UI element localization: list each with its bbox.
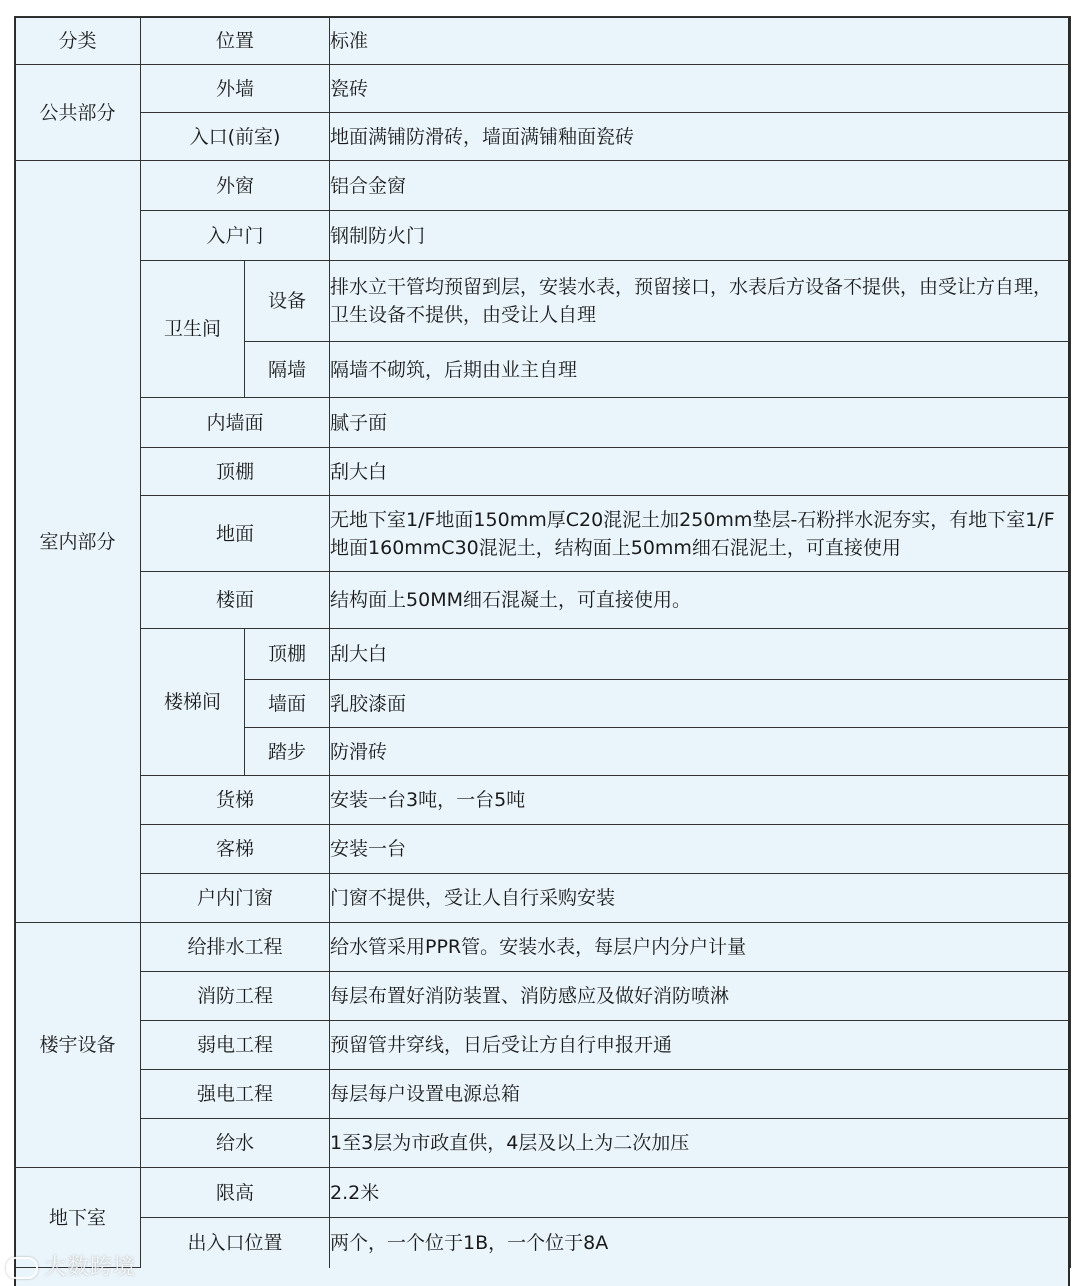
table-row bbox=[15, 1021, 1071, 1070]
location-cell: 给排水工程 bbox=[141, 923, 330, 972]
table-row bbox=[15, 261, 1071, 342]
table-row bbox=[15, 496, 1071, 572]
location-cell: 地面 bbox=[141, 496, 330, 572]
location-cell: 消防工程 bbox=[141, 972, 330, 1021]
location-cell: 货梯 bbox=[141, 776, 330, 825]
standard-cell: 刮大白 bbox=[330, 629, 1071, 680]
location-group-bathroom: 卫生间 bbox=[141, 261, 245, 398]
standard-cell: 瓷砖 bbox=[330, 65, 1071, 113]
table-row bbox=[15, 972, 1071, 1021]
location-cell: 强电工程 bbox=[141, 1070, 330, 1119]
location-cell: 外墙 bbox=[141, 65, 330, 113]
standard-cell: 门窗不提供，受让人自行采购安装 bbox=[330, 874, 1071, 923]
location-cell: 限高 bbox=[141, 1168, 330, 1218]
sublocation-cell: 墙面 bbox=[245, 680, 330, 728]
sublocation-cell: 隔墙 bbox=[245, 342, 330, 398]
table-row bbox=[15, 211, 1071, 261]
standard-cell: 每层每户设置电源总箱 bbox=[330, 1070, 1071, 1119]
category-indoor: 室内部分 bbox=[15, 161, 141, 923]
standard-cell: 腻子面 bbox=[330, 398, 1071, 448]
table-row bbox=[15, 398, 1071, 448]
location-cell: 弱电工程 bbox=[141, 1021, 330, 1070]
standard-cell: 预留管井穿线，日后受让方自行申报开通 bbox=[330, 1021, 1071, 1070]
standard-cell: 安装一台3吨，一台5吨 bbox=[330, 776, 1071, 825]
standard-cell: 隔墙不砌筑，后期由业主自理 bbox=[330, 342, 1071, 398]
table-row bbox=[15, 874, 1071, 923]
standard-cell: 刮大白 bbox=[330, 448, 1071, 496]
standard-cell: 防滑砖 bbox=[330, 728, 1071, 776]
standard-cell: 钢制防火门 bbox=[330, 211, 1071, 261]
location-cell: 楼面 bbox=[141, 572, 330, 629]
spec-table bbox=[14, 16, 1071, 1268]
table-row bbox=[15, 1218, 1071, 1268]
location-cell: 户内门窗 bbox=[141, 874, 330, 923]
standard-cell: 结构面上50MM细石混凝土，可直接使用。 bbox=[330, 572, 1071, 629]
table-row bbox=[15, 1119, 1071, 1168]
location-cell: 客梯 bbox=[141, 825, 330, 874]
location-cell: 入口(前室) bbox=[141, 113, 330, 161]
sublocation-cell: 踏步 bbox=[245, 728, 330, 776]
header-category: 分类 bbox=[15, 17, 141, 65]
location-cell: 给水 bbox=[141, 1119, 330, 1168]
table-row bbox=[15, 825, 1071, 874]
category-public: 公共部分 bbox=[15, 65, 141, 161]
location-group-stairwell: 楼梯间 bbox=[141, 629, 245, 776]
table-row bbox=[15, 113, 1071, 161]
table-row bbox=[15, 1070, 1071, 1119]
watermark bbox=[6, 1250, 136, 1281]
standard-cell: 安装一台 bbox=[330, 825, 1071, 874]
logo-icon bbox=[6, 1257, 38, 1279]
table-row bbox=[15, 629, 1071, 680]
standard-cell: 地面满铺防滑砖，墙面满铺釉面瓷砖 bbox=[330, 113, 1071, 161]
table-row bbox=[15, 448, 1071, 496]
table-row bbox=[15, 161, 1071, 211]
location-cell: 顶棚 bbox=[141, 448, 330, 496]
category-basement: 地下室 bbox=[15, 1168, 141, 1268]
standard-cell: 给水管采用PPR管。安装水表，每层户内分户计量 bbox=[330, 923, 1071, 972]
location-cell: 入户门 bbox=[141, 211, 330, 261]
location-cell: 外窗 bbox=[141, 161, 330, 211]
location-cell: 内墙面 bbox=[141, 398, 330, 448]
standard-cell: 每层布置好消防装置、消防感应及做好消防喷淋 bbox=[330, 972, 1071, 1021]
watermark-text: 大数跨境 bbox=[44, 1255, 137, 1280]
standard-cell: 无地下室1/F地面150mm厚C20混泥土加250mm垫层-石粉拌水泥夯实，有地下室1/F地面160mmC30混泥土，结构面上50mm细石混泥土，可直接使用 bbox=[330, 496, 1071, 572]
standard-cell: 两个，一个位于1B，一个位于8A bbox=[330, 1218, 1071, 1268]
table-row bbox=[15, 1168, 1071, 1218]
standard-cell: 1至3层为市政直供，4层及以上为二次加压 bbox=[330, 1119, 1071, 1168]
standard-cell: 铝合金窗 bbox=[330, 161, 1071, 211]
sublocation-cell: 设备 bbox=[245, 261, 330, 342]
location-cell: 出入口位置 bbox=[141, 1218, 330, 1268]
header-location: 位置 bbox=[141, 17, 330, 65]
sublocation-cell: 顶棚 bbox=[245, 629, 330, 680]
header-standard: 标准 bbox=[330, 17, 1071, 65]
table-row bbox=[15, 923, 1071, 972]
table-row bbox=[15, 776, 1071, 825]
table-row bbox=[15, 65, 1071, 113]
table-row bbox=[15, 572, 1071, 629]
category-building-equipment: 楼宇设备 bbox=[15, 923, 141, 1168]
header-row bbox=[15, 17, 1071, 65]
standard-cell: 排水立干管均预留到层，安装水表，预留接口，水表后方设备不提供，由受让方自理，卫生设备不提供，由受让人自理 bbox=[330, 261, 1071, 342]
standard-cell: 乳胶漆面 bbox=[330, 680, 1071, 728]
standard-cell: 2.2米 bbox=[330, 1168, 1071, 1218]
